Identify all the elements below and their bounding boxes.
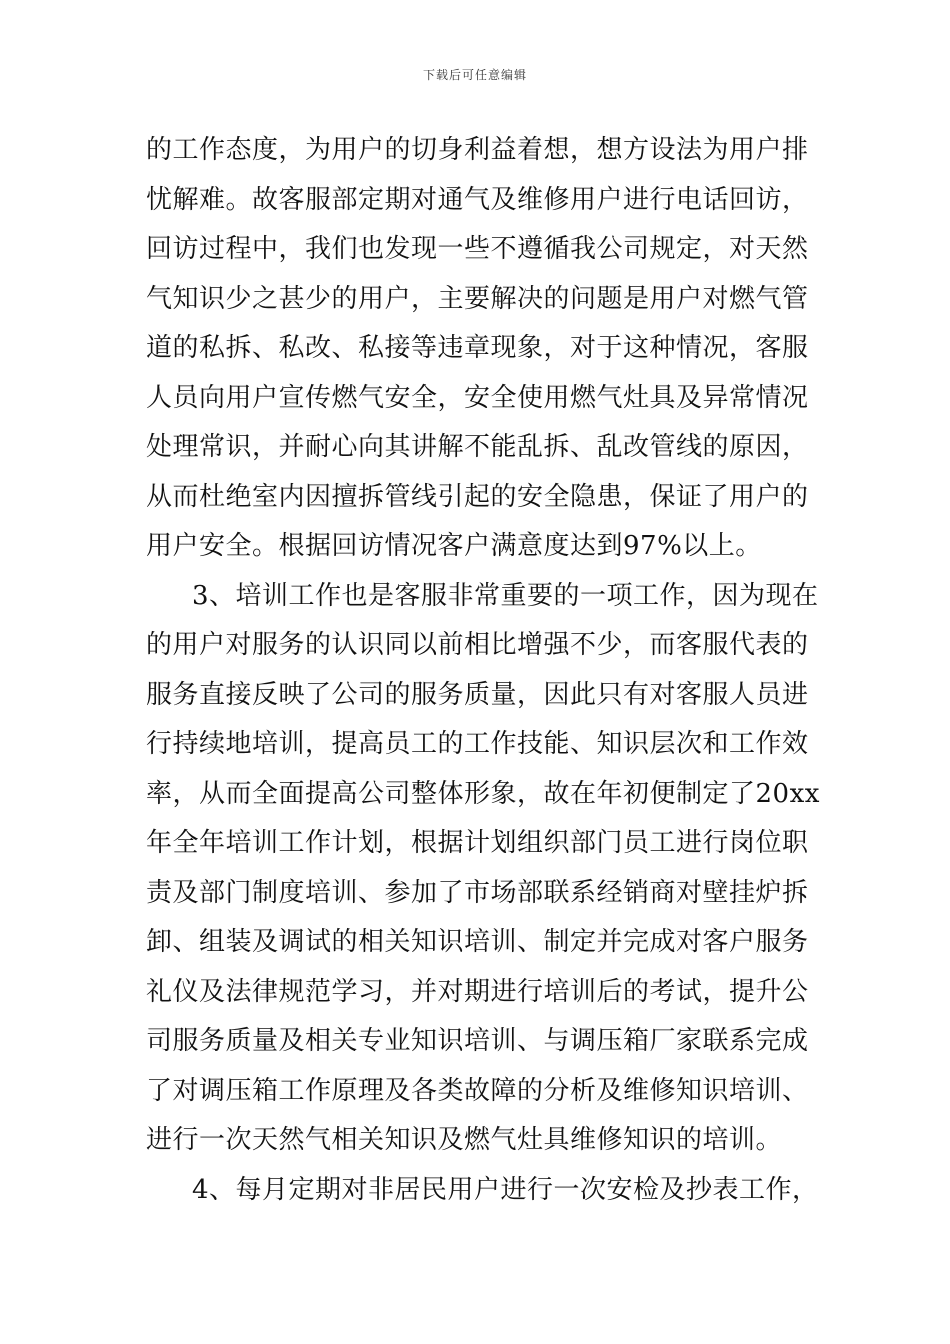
- text-line: 人员向用户宣传燃气安全，安全使用燃气灶具及异常情况: [146, 382, 809, 413]
- text-line: 服务直接反映了公司的服务质量，因此只有对客服人员进: [146, 679, 809, 710]
- text-line: 礼仪及法律规范学习，并对期进行培训后的考试，提升公: [146, 976, 809, 1007]
- text-line: 道的私拆、私改、私接等违章现象，对于这种情况，客服: [146, 333, 809, 363]
- text-line: 从而杜绝室内因擅拆管线引起的安全隐患，保证了用户的: [146, 481, 809, 512]
- text-line: 3、培训工作也是客服非常重要的一项工作，因为现在: [192, 580, 819, 611]
- text-line: 的用户对服务的认识同以前相比增强不少，而客服代表的: [146, 630, 809, 660]
- text-line: 司服务质量及相关专业知识培训、与调压箱厂家联系完成: [146, 1026, 809, 1056]
- text-line: 行持续地培训，提高员工的工作技能、知识层次和工作效: [146, 729, 809, 759]
- text-line: 责及部门制度培训、参加了市场部联系经销商对壁挂炉拆: [146, 877, 809, 908]
- text-line: 4、每月定期对非居民用户进行一次安检及抄表工作，: [192, 1174, 819, 1205]
- text-line: 卸、组装及调试的相关知识培训、制定并完成对客户服务: [146, 927, 809, 957]
- text-line: 进行一次天然气相关知识及燃气灶具维修知识的培训。: [146, 1125, 783, 1155]
- text-line: 的工作态度，为用户的切身利益着想，想方设法为用户排: [146, 135, 809, 165]
- page-header: 下载后可任意编辑: [422, 68, 527, 82]
- text-line: 气知识少之甚少的用户，主要解决的问题是用户对燃气管: [146, 283, 809, 314]
- text-line: 了对调压箱工作原理及各类故障的分析及维修知识培训、: [146, 1075, 809, 1106]
- document-body: [146, 126, 820, 1215]
- text-line: 回访过程中，我们也发现一些不遵循我公司规定，对天然: [146, 234, 809, 264]
- text-line: 率，从而全面提高公司整体形象，故在年初便制定了20xx: [146, 778, 820, 809]
- text-line: 用户安全。根据回访情况客户满意度达到97%以上。: [146, 531, 762, 561]
- text-line: 忧解难。故客服部定期对通气及维修用户进行电话回访，: [146, 184, 809, 215]
- text-line: 年全年培训工作计划，根据计划组织部门员工进行岗位职: [146, 828, 809, 858]
- text-line: 处理常识，并耐心向其讲解不能乱拆、乱改管线的原因，: [146, 432, 809, 462]
